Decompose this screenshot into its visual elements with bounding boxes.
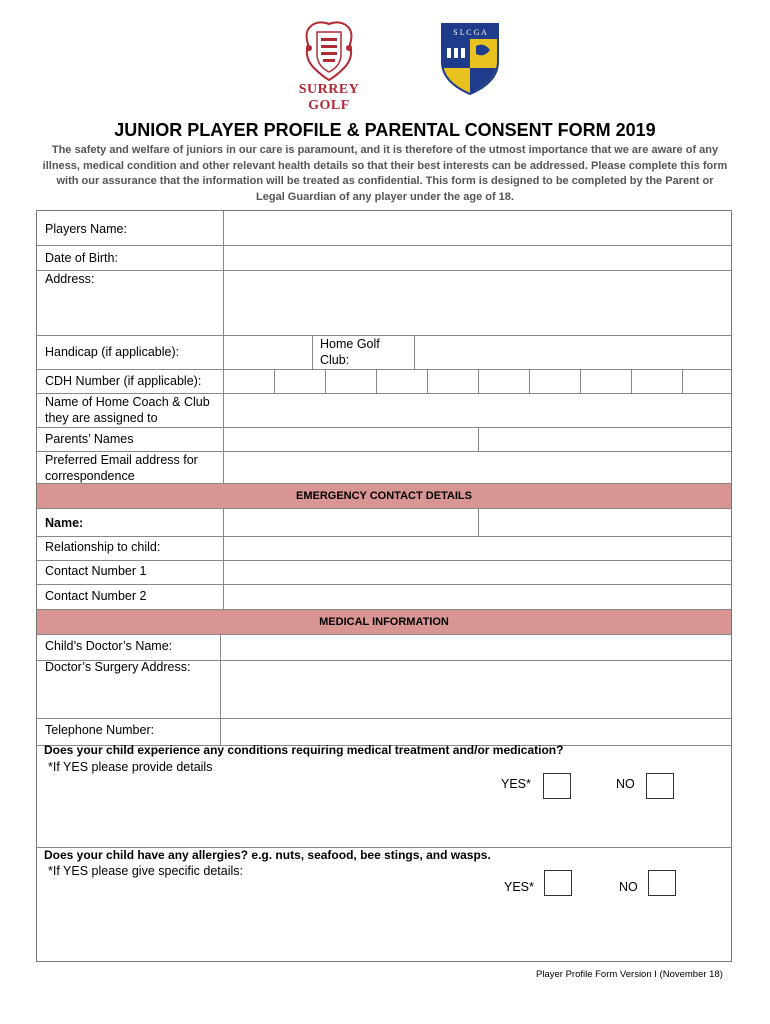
dob-field[interactable]: [224, 246, 731, 270]
surrey-golf-logo: [284, 18, 374, 113]
home-club-label-line1: Home Golf: [320, 337, 380, 351]
doctor-name-field[interactable]: [221, 636, 731, 660]
allergies-no-label: NO: [619, 880, 638, 894]
cdh-number-boxes[interactable]: [224, 370, 731, 393]
medical-section-header: MEDICAL INFORMATION: [37, 609, 731, 635]
emergency-name-field-2[interactable]: [479, 510, 731, 536]
page-title: JUNIOR PLAYER PROFILE & PARENTAL CONSENT FORM 2019: [114, 120, 656, 140]
parents-names-label: Parents’ Names: [45, 432, 134, 446]
email-label-line1: Preferred Email address for: [45, 453, 198, 467]
emergency-name-label: Name:: [45, 516, 84, 530]
home-club-field[interactable]: [415, 336, 731, 369]
surgery-address-label: Doctor’s Surgery Address:: [45, 660, 191, 674]
allergies-question: Does your child have any allergies? e.g. nuts, seafood, bee stings, and wasps.: [44, 848, 491, 862]
consent-form: [36, 210, 732, 962]
address-field[interactable]: [224, 271, 731, 335]
players-name-label: Players Name:: [45, 222, 127, 236]
conditions-note: *If YES please provide details: [48, 760, 213, 774]
coach-field[interactable]: [224, 394, 731, 427]
home-club-label-line2: Club:: [320, 353, 350, 367]
coach-label-line1: Name of Home Coach & Club: [45, 395, 210, 409]
contact-number-1-field[interactable]: [224, 561, 731, 584]
conditions-no-checkbox[interactable]: [646, 773, 674, 799]
relationship-label: Relationship to child:: [45, 540, 161, 554]
allergies-details-area[interactable]: [37, 901, 731, 961]
dob-label: Date of Birth:: [45, 251, 118, 265]
surrey-crest-icon: [284, 18, 374, 82]
handicap-label: Handicap (if applicable):: [45, 345, 180, 359]
surrey-golf-wordmark: SURREY GOLF: [298, 82, 360, 113]
slcga-shield-icon: [438, 20, 502, 96]
contact-number-2-field[interactable]: [224, 585, 731, 609]
allergies-yes-checkbox[interactable]: [544, 870, 572, 896]
slcga-lettering: S L C G A: [453, 28, 487, 37]
conditions-yes-checkbox[interactable]: [543, 773, 571, 799]
conditions-yes-label: YES*: [501, 777, 531, 791]
relationship-field[interactable]: [224, 537, 731, 560]
cdh-number-label: CDH Number (if applicable):: [45, 374, 202, 388]
contact-number-1-label: Contact Number 1: [45, 564, 147, 578]
allergies-note: *If YES please give specific details:: [48, 864, 244, 878]
address-label: Address:: [45, 272, 95, 286]
conditions-details-area[interactable]: [37, 803, 731, 847]
telephone-label: Telephone Number:: [45, 723, 155, 737]
conditions-no-label: NO: [616, 777, 635, 791]
contact-number-2-label: Contact Number 2: [45, 589, 147, 603]
emergency-section-header: EMERGENCY CONTACT DETAILS: [37, 483, 731, 509]
players-name-field[interactable]: [224, 211, 731, 245]
coach-label-line2: they are assigned to: [45, 411, 158, 425]
surgery-address-field[interactable]: [221, 661, 731, 718]
intro-paragraph: The safety and welfare of juniors in our care is paramount, and it is therefore of the utmost importance that we are aware of any illness, medical condition and other relevant health details so that their best interests can be addressed. Please complete this form with our assurance that the information will be treated as confidential. This form is designed to be completed by the Parent or Legal Guardian of any player under the age of 18.: [42, 144, 728, 203]
footer-version-note: Player Profile Form Version I (November 18): [536, 969, 723, 980]
handicap-field[interactable]: [224, 336, 312, 369]
parent-1-field[interactable]: [224, 428, 478, 451]
allergies-no-checkbox[interactable]: [648, 870, 676, 896]
allergies-yes-label: YES*: [504, 880, 534, 894]
slcga-logo: [438, 20, 502, 96]
email-field[interactable]: [224, 452, 731, 483]
emergency-name-field-1[interactable]: [224, 510, 478, 536]
email-label-line2: correspondence: [45, 469, 135, 483]
parent-2-field[interactable]: [479, 428, 731, 451]
doctor-name-label: Child’s Doctor’s Name:: [45, 639, 173, 653]
conditions-question: Does your child experience any conditions requiring medical treatment and/or medication?: [44, 743, 564, 757]
